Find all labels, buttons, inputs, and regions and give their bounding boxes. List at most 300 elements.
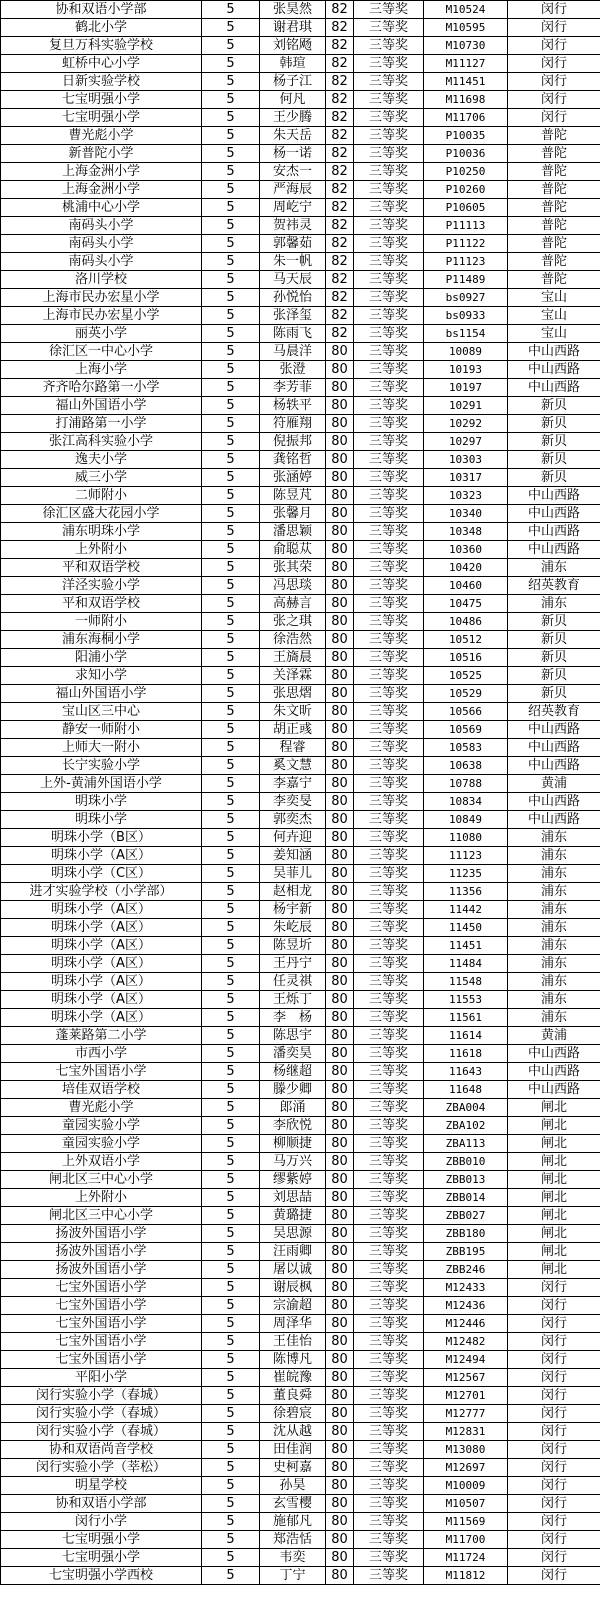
region-cell: 浦东	[508, 847, 600, 865]
school-cell: 平阳小学	[1, 1369, 202, 1387]
student-name-cell: 奚文慧	[260, 757, 326, 775]
student-name-cell: 严海辰	[260, 181, 326, 199]
grade-cell: 5	[202, 1153, 260, 1171]
table-row	[1, 1189, 600, 1207]
grade-cell: 5	[202, 685, 260, 703]
region-cell: 闵行	[508, 1387, 600, 1405]
table-row	[1, 73, 600, 91]
award-cell: 三等奖	[354, 1045, 424, 1063]
award-cell: 三等奖	[354, 109, 424, 127]
student-name-cell: 郭馨茹	[260, 235, 326, 253]
award-cell: 三等奖	[354, 775, 424, 793]
exam-id-cell: 10566	[424, 703, 508, 721]
region-cell: 中山西路	[508, 793, 600, 811]
grade-cell: 5	[202, 973, 260, 991]
award-cell: 三等奖	[354, 1207, 424, 1225]
score-cell: 82	[326, 289, 354, 307]
award-cell: 三等奖	[354, 325, 424, 343]
region-cell: 新贝	[508, 415, 600, 433]
exam-id-cell: P10260	[424, 181, 508, 199]
award-cell: 三等奖	[354, 1081, 424, 1099]
award-cell: 三等奖	[354, 1153, 424, 1171]
score-cell: 80	[326, 901, 354, 919]
student-name-cell: 张澄	[260, 361, 326, 379]
grade-cell: 5	[202, 181, 260, 199]
exam-id-cell: M10595	[424, 19, 508, 37]
award-cell: 三等奖	[354, 397, 424, 415]
school-cell: 培佳双语学校	[1, 1081, 202, 1099]
exam-id-cell: 11643	[424, 1063, 508, 1081]
school-cell: 洛川学校	[1, 271, 202, 289]
school-cell: 阳浦小学	[1, 649, 202, 667]
award-cell: 三等奖	[354, 847, 424, 865]
score-cell: 80	[326, 955, 354, 973]
score-cell: 80	[326, 1081, 354, 1099]
score-cell: 80	[326, 343, 354, 361]
score-cell: 80	[326, 1531, 354, 1549]
region-cell: 新贝	[508, 397, 600, 415]
region-cell: 闵行	[508, 1423, 600, 1441]
score-cell: 80	[326, 1459, 354, 1477]
award-cell: 三等奖	[354, 937, 424, 955]
score-cell: 80	[326, 1135, 354, 1153]
award-cell: 三等奖	[354, 1315, 424, 1333]
school-cell: 静安一师附小	[1, 721, 202, 739]
school-cell: 明珠小学（A区）	[1, 901, 202, 919]
score-cell: 82	[326, 163, 354, 181]
award-cell: 三等奖	[354, 127, 424, 145]
grade-cell: 5	[202, 1171, 260, 1189]
exam-id-cell: M10730	[424, 37, 508, 55]
table-row	[1, 1045, 600, 1063]
student-name-cell: 关泽霖	[260, 667, 326, 685]
exam-id-cell: ZBA102	[424, 1117, 508, 1135]
score-cell: 80	[326, 487, 354, 505]
school-cell: 南码头小学	[1, 235, 202, 253]
score-cell: 80	[326, 451, 354, 469]
student-name-cell: 施郁凡	[260, 1513, 326, 1531]
exam-id-cell: 10486	[424, 613, 508, 631]
table-row	[1, 433, 600, 451]
grade-cell: 5	[202, 865, 260, 883]
table-row	[1, 721, 600, 739]
school-cell: 徐汇区一中心小学	[1, 343, 202, 361]
grade-cell: 5	[202, 109, 260, 127]
score-cell: 80	[326, 523, 354, 541]
region-cell: 黄浦	[508, 1027, 600, 1045]
school-cell: 浦东海桐小学	[1, 631, 202, 649]
table-row	[1, 937, 600, 955]
exam-id-cell: M10507	[424, 1495, 508, 1513]
grade-cell: 5	[202, 1117, 260, 1135]
grade-cell: 5	[202, 379, 260, 397]
region-cell: 黄浦	[508, 775, 600, 793]
grade-cell: 5	[202, 901, 260, 919]
region-cell: 闵行	[508, 73, 600, 91]
region-cell: 绍英教育	[508, 577, 600, 595]
table-row	[1, 865, 600, 883]
score-cell: 80	[326, 541, 354, 559]
exam-id-cell: M12433	[424, 1279, 508, 1297]
student-name-cell: 郎涌	[260, 1099, 326, 1117]
award-cell: 三等奖	[354, 595, 424, 613]
exam-id-cell: ZBA004	[424, 1099, 508, 1117]
table-row	[1, 1495, 600, 1513]
student-name-cell: 李欣悦	[260, 1117, 326, 1135]
table-row	[1, 595, 600, 613]
region-cell: 中山西路	[508, 1063, 600, 1081]
award-cell: 三等奖	[354, 1009, 424, 1027]
score-cell: 80	[326, 685, 354, 703]
school-cell: 平和双语学校	[1, 595, 202, 613]
school-cell: 明珠小学（A区）	[1, 973, 202, 991]
school-cell: 鹤北小学	[1, 19, 202, 37]
exam-id-cell: M12436	[424, 1297, 508, 1315]
student-name-cell: 徐浩然	[260, 631, 326, 649]
grade-cell: 5	[202, 1279, 260, 1297]
award-cell: 三等奖	[354, 163, 424, 181]
score-cell: 80	[326, 649, 354, 667]
student-name-cell: 杨继超	[260, 1063, 326, 1081]
table-row	[1, 883, 600, 901]
region-cell: 浦东	[508, 595, 600, 613]
region-cell: 新贝	[508, 631, 600, 649]
exam-id-cell: ZBB027	[424, 1207, 508, 1225]
table-row	[1, 181, 600, 199]
student-name-cell: 冯思琰	[260, 577, 326, 595]
grade-cell: 5	[202, 1441, 260, 1459]
exam-id-cell: M12494	[424, 1351, 508, 1369]
grade-cell: 5	[202, 307, 260, 325]
award-cell: 三等奖	[354, 703, 424, 721]
grade-cell: 5	[202, 775, 260, 793]
school-cell: 逸夫小学	[1, 451, 202, 469]
student-name-cell: 柳顺捷	[260, 1135, 326, 1153]
exam-id-cell: 11450	[424, 919, 508, 937]
grade-cell: 5	[202, 235, 260, 253]
award-cell: 三等奖	[354, 1027, 424, 1045]
school-cell: 明珠小学（A区）	[1, 937, 202, 955]
student-name-cell: 吴菲儿	[260, 865, 326, 883]
school-cell: 七宝明强小学	[1, 1531, 202, 1549]
table-row	[1, 757, 600, 775]
school-cell: 上海市民办宏星小学	[1, 289, 202, 307]
school-cell: 协和双语小学部	[1, 1, 202, 19]
grade-cell: 5	[202, 1567, 260, 1585]
region-cell: 闵行	[508, 1, 600, 19]
grade-cell: 5	[202, 487, 260, 505]
student-name-cell: 丁宁	[260, 1567, 326, 1585]
region-cell: 闸北	[508, 1117, 600, 1135]
exam-id-cell: 10516	[424, 649, 508, 667]
award-cell: 三等奖	[354, 55, 424, 73]
score-cell: 80	[326, 1009, 354, 1027]
table-row	[1, 1117, 600, 1135]
grade-cell: 5	[202, 667, 260, 685]
grade-cell: 5	[202, 163, 260, 181]
table-row	[1, 919, 600, 937]
exam-id-cell: P10250	[424, 163, 508, 181]
school-cell: 宝山区三中心	[1, 703, 202, 721]
grade-cell: 5	[202, 37, 260, 55]
table-row	[1, 271, 600, 289]
region-cell: 闵行	[508, 19, 600, 37]
school-cell: 二师附小	[1, 487, 202, 505]
student-name-cell: 朱一帆	[260, 253, 326, 271]
region-cell: 闸北	[508, 1171, 600, 1189]
grade-cell: 5	[202, 1099, 260, 1117]
school-cell: 闵行实验小学（莘松）	[1, 1459, 202, 1477]
region-cell: 中山西路	[508, 505, 600, 523]
region-cell: 普陀	[508, 271, 600, 289]
exam-id-cell: M11724	[424, 1549, 508, 1567]
award-cell: 三等奖	[354, 541, 424, 559]
student-name-cell: 董良舜	[260, 1387, 326, 1405]
grade-cell: 5	[202, 199, 260, 217]
grade-cell: 5	[202, 415, 260, 433]
student-name-cell: 史柯嘉	[260, 1459, 326, 1477]
exam-id-cell: P10605	[424, 199, 508, 217]
school-cell: 七宝外国语小学	[1, 1315, 202, 1333]
score-cell: 82	[326, 307, 354, 325]
score-cell: 82	[326, 145, 354, 163]
exam-id-cell: M11706	[424, 109, 508, 127]
exam-id-cell: M11698	[424, 91, 508, 109]
student-name-cell: 张思熠	[260, 685, 326, 703]
region-cell: 闵行	[508, 1297, 600, 1315]
student-name-cell: 李嘉宁	[260, 775, 326, 793]
score-cell: 80	[326, 1261, 354, 1279]
score-cell: 80	[326, 613, 354, 631]
award-cell: 三等奖	[354, 379, 424, 397]
school-cell: 上海金洲小学	[1, 181, 202, 199]
score-cell: 80	[326, 1423, 354, 1441]
grade-cell: 5	[202, 1369, 260, 1387]
school-cell: 求知小学	[1, 667, 202, 685]
score-cell: 80	[326, 1567, 354, 1585]
student-name-cell: 马天辰	[260, 271, 326, 289]
exam-id-cell: 10348	[424, 523, 508, 541]
region-cell: 新贝	[508, 469, 600, 487]
exam-id-cell: M11700	[424, 1531, 508, 1549]
award-cell: 三等奖	[354, 1279, 424, 1297]
table-row	[1, 793, 600, 811]
grade-cell: 5	[202, 1531, 260, 1549]
school-cell: 七宝明强小学西校	[1, 1567, 202, 1585]
grade-cell: 5	[202, 1, 260, 19]
score-cell: 80	[326, 559, 354, 577]
region-cell: 闸北	[508, 1153, 600, 1171]
region-cell: 浦东	[508, 937, 600, 955]
table-row	[1, 379, 600, 397]
table-row	[1, 685, 600, 703]
student-name-cell: 姜知涵	[260, 847, 326, 865]
exam-id-cell: 10475	[424, 595, 508, 613]
exam-id-cell: M11569	[424, 1513, 508, 1531]
school-cell: 上海小学	[1, 361, 202, 379]
student-name-cell: 谢君琪	[260, 19, 326, 37]
grade-cell: 5	[202, 1225, 260, 1243]
score-cell: 80	[326, 505, 354, 523]
school-cell: 福山外国语小学	[1, 397, 202, 415]
region-cell: 闵行	[508, 1567, 600, 1585]
region-cell: 普陀	[508, 181, 600, 199]
score-cell: 80	[326, 667, 354, 685]
school-cell: 丽英小学	[1, 325, 202, 343]
score-cell: 80	[326, 739, 354, 757]
score-cell: 80	[326, 811, 354, 829]
exam-id-cell: M12446	[424, 1315, 508, 1333]
grade-cell: 5	[202, 757, 260, 775]
region-cell: 中山西路	[508, 361, 600, 379]
table-row	[1, 1135, 600, 1153]
exam-id-cell: ZBB010	[424, 1153, 508, 1171]
region-cell: 闸北	[508, 1189, 600, 1207]
grade-cell: 5	[202, 73, 260, 91]
exam-id-cell: 11235	[424, 865, 508, 883]
exam-id-cell: ZBB195	[424, 1243, 508, 1261]
exam-id-cell: 10340	[424, 505, 508, 523]
region-cell: 闸北	[508, 1243, 600, 1261]
school-cell: 南码头小学	[1, 253, 202, 271]
region-cell: 普陀	[508, 235, 600, 253]
exam-id-cell: 10420	[424, 559, 508, 577]
school-cell: 明珠小学（C区）	[1, 865, 202, 883]
score-cell: 80	[326, 991, 354, 1009]
region-cell: 中山西路	[508, 379, 600, 397]
student-name-cell: 王旖晨	[260, 649, 326, 667]
region-cell: 浦东	[508, 901, 600, 919]
table-row	[1, 1207, 600, 1225]
school-cell: 明珠小学（A区）	[1, 991, 202, 1009]
student-name-cell: 孙悦怡	[260, 289, 326, 307]
grade-cell: 5	[202, 955, 260, 973]
score-cell: 80	[326, 1405, 354, 1423]
region-cell: 中山西路	[508, 541, 600, 559]
grade-cell: 5	[202, 883, 260, 901]
student-name-cell: 屠以诚	[260, 1261, 326, 1279]
exam-id-cell: M13080	[424, 1441, 508, 1459]
exam-id-cell: P11113	[424, 217, 508, 235]
grade-cell: 5	[202, 451, 260, 469]
score-cell: 80	[326, 361, 354, 379]
school-cell: 明珠小学（A区）	[1, 847, 202, 865]
award-cell: 三等奖	[354, 757, 424, 775]
region-cell: 闵行	[508, 1531, 600, 1549]
score-cell: 82	[326, 91, 354, 109]
grade-cell: 5	[202, 649, 260, 667]
student-name-cell: 李芳菲	[260, 379, 326, 397]
school-cell: 扬波外国语小学	[1, 1243, 202, 1261]
region-cell: 中山西路	[508, 721, 600, 739]
exam-id-cell: 10525	[424, 667, 508, 685]
grade-cell: 5	[202, 1387, 260, 1405]
award-cell: 三等奖	[354, 883, 424, 901]
table-row	[1, 1081, 600, 1099]
exam-id-cell: ZBA113	[424, 1135, 508, 1153]
student-name-cell: 刘思喆	[260, 1189, 326, 1207]
award-cell: 三等奖	[354, 1351, 424, 1369]
region-cell: 宝山	[508, 289, 600, 307]
table-row	[1, 361, 600, 379]
table-row	[1, 901, 600, 919]
score-cell: 80	[326, 1315, 354, 1333]
table-row	[1, 199, 600, 217]
school-cell: 七宝明强小学	[1, 91, 202, 109]
award-cell: 三等奖	[354, 289, 424, 307]
grade-cell: 5	[202, 1459, 260, 1477]
school-cell: 明珠小学（A区）	[1, 919, 202, 937]
grade-cell: 5	[202, 1549, 260, 1567]
grade-cell: 5	[202, 145, 260, 163]
score-cell: 80	[326, 1063, 354, 1081]
table-row	[1, 739, 600, 757]
grade-cell: 5	[202, 1513, 260, 1531]
table-row	[1, 307, 600, 325]
exam-id-cell: 11548	[424, 973, 508, 991]
score-cell: 80	[326, 595, 354, 613]
award-cell: 三等奖	[354, 235, 424, 253]
table-row	[1, 631, 600, 649]
region-cell: 浦东	[508, 991, 600, 1009]
award-cell: 三等奖	[354, 1495, 424, 1513]
exam-id-cell: M10009	[424, 1477, 508, 1495]
exam-id-cell: P11489	[424, 271, 508, 289]
table-row	[1, 1279, 600, 1297]
score-cell: 80	[326, 721, 354, 739]
table-row	[1, 343, 600, 361]
grade-cell: 5	[202, 217, 260, 235]
school-cell: 上外附小	[1, 1189, 202, 1207]
region-cell: 中山西路	[508, 523, 600, 541]
grade-cell: 5	[202, 541, 260, 559]
school-cell: 七宝外国语小学	[1, 1279, 202, 1297]
score-cell: 80	[326, 865, 354, 883]
grade-cell: 5	[202, 325, 260, 343]
student-name-cell: 张涵婷	[260, 469, 326, 487]
table-row	[1, 127, 600, 145]
grade-cell: 5	[202, 1063, 260, 1081]
score-cell: 80	[326, 847, 354, 865]
table-row	[1, 775, 600, 793]
exam-id-cell: 10788	[424, 775, 508, 793]
award-cell: 三等奖	[354, 505, 424, 523]
exam-id-cell: 10360	[424, 541, 508, 559]
score-cell: 80	[326, 1207, 354, 1225]
grade-cell: 5	[202, 1495, 260, 1513]
table-row	[1, 1171, 600, 1189]
exam-id-cell: 10583	[424, 739, 508, 757]
score-cell: 80	[326, 1369, 354, 1387]
region-cell: 闸北	[508, 1099, 600, 1117]
exam-id-cell: 11561	[424, 1009, 508, 1027]
region-cell: 新贝	[508, 685, 600, 703]
table-row	[1, 1, 600, 19]
school-cell: 打浦路第一小学	[1, 415, 202, 433]
award-cell: 三等奖	[354, 1117, 424, 1135]
table-row	[1, 1099, 600, 1117]
award-cell: 三等奖	[354, 559, 424, 577]
student-name-cell: 吴思源	[260, 1225, 326, 1243]
region-cell: 浦东	[508, 865, 600, 883]
region-cell: 宝山	[508, 307, 600, 325]
student-name-cell: 谢辰枫	[260, 1279, 326, 1297]
score-cell: 82	[326, 55, 354, 73]
table-row	[1, 649, 600, 667]
grade-cell: 5	[202, 19, 260, 37]
score-cell: 80	[326, 1333, 354, 1351]
table-row	[1, 1225, 600, 1243]
